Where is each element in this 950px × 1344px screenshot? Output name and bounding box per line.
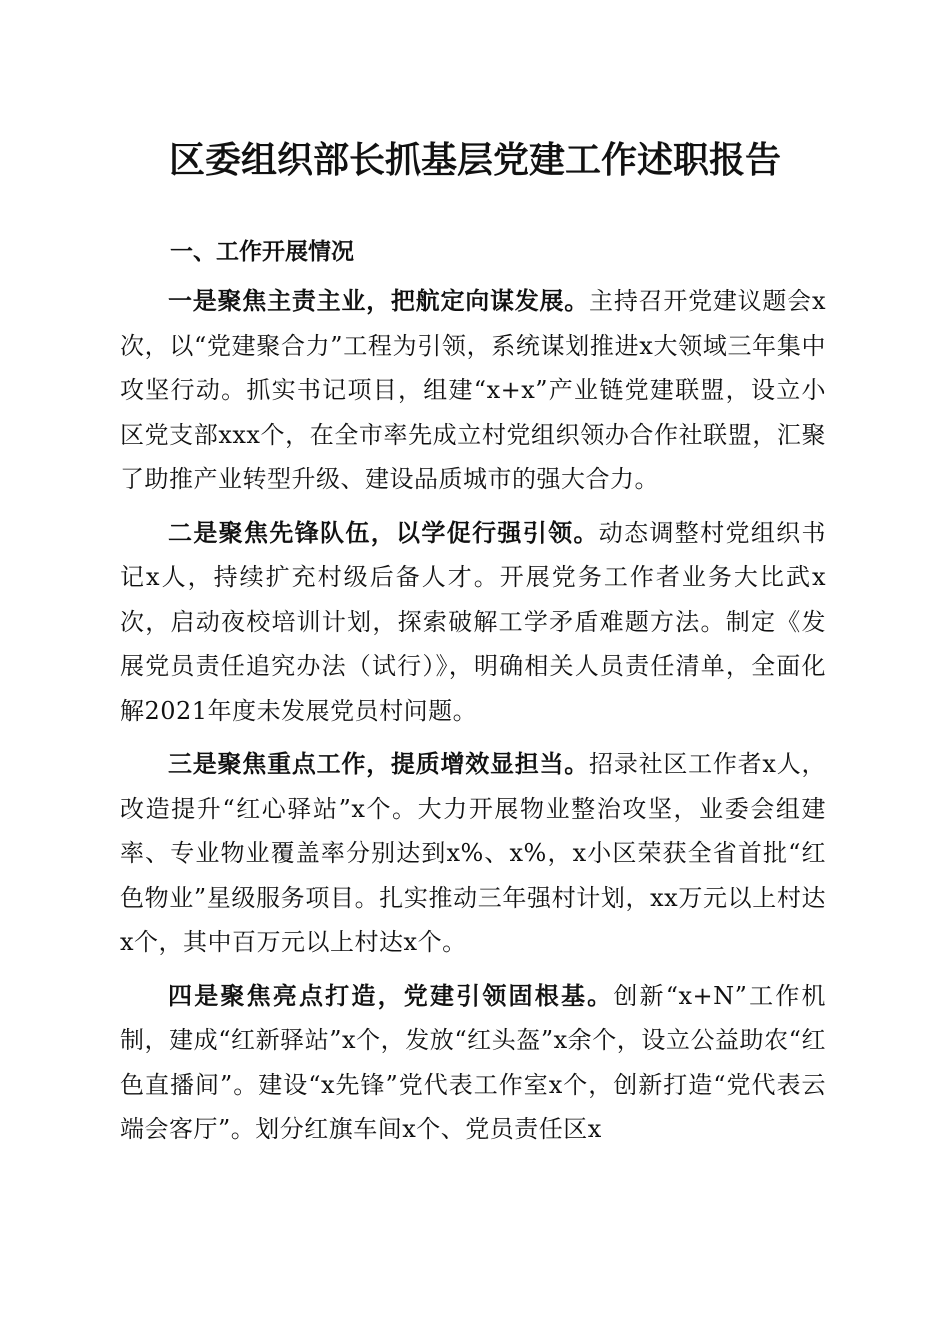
document-title: 区委组织部长抓基层党建工作述职报告	[168, 139, 781, 181]
paragraph-text: 主持召开党建议题会x次，以“党建聚合力”工程为引领，系统谋划推进x大领域三年集中攻坚行动。抓实书记项目，组建“x+x”产业链党建联盟，设立小区党支部xxx个，在全市率先成立村党组织领办合作社联盟，汇聚了助推产业转型升级、建设品质城市的强大合力。	[120, 287, 826, 493]
paragraph-text: 动态调整村党组织书记x人，持续扩充村级后备人才。开展党务工作者业务大比武x次，启动夜校培训计划，探索破解工学矛盾难题方法。制定《发展党员责任追究办法（试行）》，明确相关人员责任清单，全面化解2021年度未发展党员村问题。	[120, 518, 827, 725]
paragraph-text: 创新“x+N”工作机制，建成“红新驿站”x个，发放“红头盔”x余个，设立公益助农“红色直播间”。建设“x先锋”党代表工作室x个，创新打造“党代表云端会客厅”。划分红旗车间x个、党员责任区x	[120, 981, 827, 1143]
paragraph-4	[120, 974, 826, 1152]
paragraph-2	[120, 511, 826, 734]
section-heading: 一、工作开展情况	[170, 239, 354, 265]
paragraph-lead: 一是聚焦主责主业，把航定向谋发展。	[168, 286, 590, 315]
document-body	[120, 279, 826, 1161]
paragraph-lead: 四是聚焦亮点打造，党建引领固根基。	[168, 980, 614, 1010]
paragraph-lead: 二是聚焦先锋队伍，以学促行强引领。	[168, 517, 599, 547]
paragraph-3	[120, 742, 826, 965]
paragraph-lead: 三是聚焦重点工作，提质增效显担当。	[168, 749, 590, 778]
paragraph-text: 招录社区工作者x人，改造提升“红心驿站”x个。大力开展物业整治攻坚，业委会组建率、专业物业覆盖率分别达到x%、x%，x小区荣获全省首批“红色物业”星级服务项目。扎实推动三年强村计划，xx万元以上村达x个，其中百万元以上村达x个。	[120, 750, 826, 956]
paragraph-1	[120, 279, 826, 502]
